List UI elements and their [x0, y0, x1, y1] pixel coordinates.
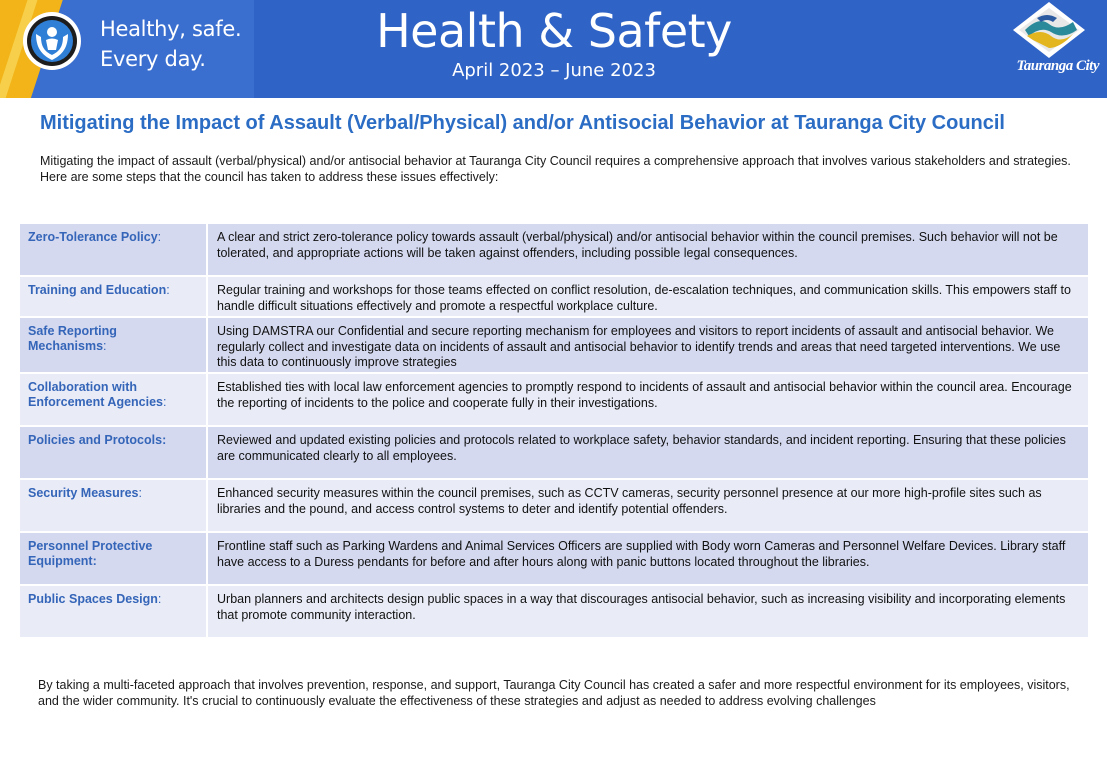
table-row: [20, 318, 1088, 372]
table-row: [20, 277, 1088, 316]
healthy-safe-logo-icon: [22, 4, 82, 78]
row-text: Reviewed and updated existing policies and protocols related to workplace safety, behavior standards, and incident reporting. Ensuring that these policies are communicated clearly to all employees.: [208, 427, 1088, 478]
row-label: Collaboration with Enforcement Agencies:: [20, 374, 206, 425]
table-row: [20, 224, 1088, 275]
healthy-safe-badge: [0, 0, 254, 98]
row-text: Urban planners and architects design public spaces in a way that discourages antisocial behavior, such as increasing visibility and incorporating elements that promote community interaction.: [208, 586, 1088, 637]
row-label: Safe Reporting Mechanisms:: [20, 318, 206, 372]
row-text: Enhanced security measures within the council premises, such as CCTV cameras, security personnel presence at our more high-profile sites such as libraries and the pound, and access control systems to deter and identify potential offenders.: [208, 480, 1088, 531]
intro-paragraph: Mitigating the impact of assault (verbal/physical) and/or antisocial behavior at Tauranga City Council requires a comprehensive approach that involves various stakeholders and strategies. Here are some steps that the council has taken to address these issues effectively:: [40, 154, 1071, 184]
table-row: [20, 533, 1088, 584]
table-row: [20, 374, 1088, 425]
row-text: Regular training and workshops for those teams effected on conflict resolution, de-escalation techniques, and communication skills. This empowers staff to handle difficult situations effectively and promote a respectful workplace culture.: [208, 277, 1088, 316]
row-text: A clear and strict zero-tolerance policy towards assault (verbal/physical) and/or antisocial behavior within the council premises. Such behavior will not be tolerated, and appropriate actions will be taken against offenders, including possible legal consequences.: [208, 224, 1088, 275]
row-label: Public Spaces Design:: [20, 586, 206, 637]
page-title: Mitigating the Impact of Assault (Verbal/Physical) and/or Antisocial Behavior at Tauranga City Council: [40, 112, 1005, 134]
row-label: Personnel Protective Equipment:: [20, 533, 206, 584]
row-text: Established ties with local law enforcement agencies to promptly respond to incidents of assault and antisocial behavior within the council area. Encourage the reporting of incidents to the police and cooperate fully in their investigations.: [208, 374, 1088, 425]
row-label: Policies and Protocols:: [20, 427, 206, 478]
row-text: Frontline staff such as Parking Wardens and Animal Services Officers are supplied with Body worn Cameras and Personnel Welfare Devices. Library staff have access to a Duress pendants for before and after hours along with panic buttons located throughout the libraries.: [208, 533, 1088, 584]
table-row: [20, 586, 1088, 637]
row-label: Security Measures:: [20, 480, 206, 531]
row-label: Zero-Tolerance Policy:: [20, 224, 206, 275]
row-label: Training and Education:: [20, 277, 206, 316]
table-row: [20, 480, 1088, 531]
row-text: Using DAMSTRA our Confidential and secure reporting mechanism for employees and visitors to report incidents of assault and antisocial behavior. We regularly collect and investigate data on incidents of assault and antisocial behavior to identify trends and areas that need targeted interventions. We use this data to continuously improve strategies: [208, 318, 1088, 372]
tagline-line-1: Healthy, safe.: [100, 17, 242, 41]
header-title: Health & Safety: [376, 4, 732, 58]
tauranga-city-logo-text: Tauranga City: [1016, 58, 1099, 74]
table-row: [20, 427, 1088, 478]
header-period: April 2023 – June 2023: [452, 60, 656, 81]
strategy-table: [20, 224, 1088, 639]
closing-paragraph: By taking a multi-faceted approach that involves prevention, response, and support, Tauranga City Council has created a safer and more respectful environment for its employees, visitors, and the wider community. It's crucial to continuously evaluate the effectiveness of these strategies and adjust as needed to address evolving challenges: [38, 678, 1070, 708]
tagline-line-2: Every day.: [100, 47, 206, 71]
tagline: [100, 14, 241, 74]
header-banner: [0, 0, 1107, 98]
